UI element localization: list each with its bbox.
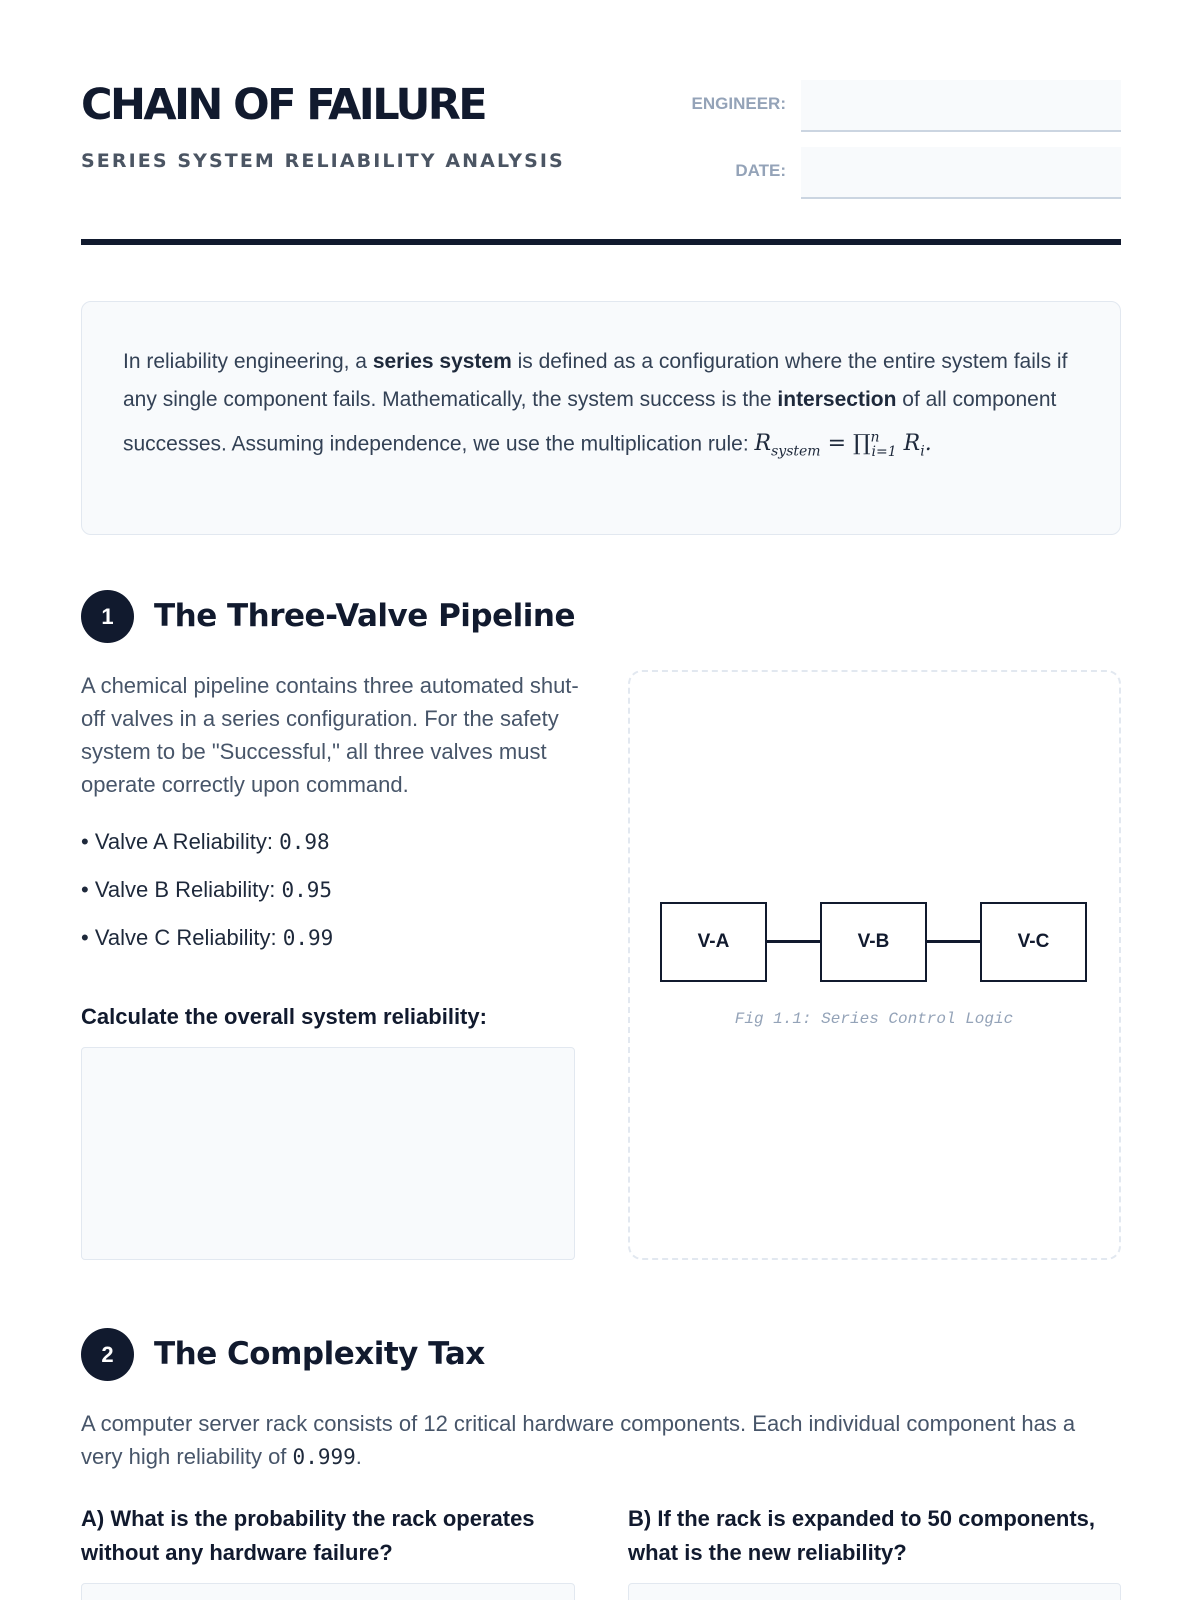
intro-text: In reliability engineering, a	[123, 350, 373, 373]
section-title: The Three-Valve Pipeline	[154, 598, 575, 634]
question-b: B) If the rack is expanded to 50 components, what is the new reliability?	[628, 1506, 1095, 1565]
page-title: CHAIN OF FAILURE	[81, 80, 486, 130]
formula-lhs: R	[754, 431, 772, 457]
intro-box	[81, 301, 1121, 535]
question-b-answer-box[interactable]	[628, 1583, 1121, 1600]
section-2-description	[81, 1407, 1121, 1474]
formula-rhs-sub: i	[920, 443, 925, 460]
valve-label: • Valve C Reliability:	[81, 925, 283, 950]
page-subtitle: SERIES SYSTEM RELIABILITY ANALYSIS	[81, 150, 565, 172]
header-divider	[81, 239, 1121, 245]
question-a-answer-box[interactable]	[81, 1583, 575, 1600]
section-1-question: Calculate the overall system reliability:	[81, 1004, 487, 1029]
connector-line	[767, 940, 821, 943]
valve-block-c: V-C	[980, 902, 1087, 982]
series-diagram-figure	[628, 670, 1121, 1260]
connector-line	[927, 940, 981, 943]
intro-term-series-system: series system	[372, 350, 512, 373]
figure-caption: Fig 1.1: Series Control Logic	[734, 1010, 1014, 1028]
section-number-badge: 1	[81, 590, 134, 643]
intro-text: is defined as a configuration where the entire system fails if any single component fails. Mathematically, the system success is the	[123, 350, 1068, 411]
valve-a-reliability	[81, 829, 330, 855]
date-field[interactable]	[801, 147, 1121, 199]
engineer-field[interactable]	[801, 80, 1121, 132]
valve-b-reliability	[81, 877, 332, 903]
formula-sup: n	[870, 430, 880, 446]
intro-term-intersection: intersection	[777, 388, 897, 411]
section-1-description: A chemical pipeline contains three automated shut-off valves in a series configuration. For the safety system to be "Successful," all three valves must operate correctly upon command.	[81, 673, 579, 797]
description-end: .	[355, 1444, 362, 1469]
valve-value: 0.95	[281, 878, 333, 902]
reliability-formula	[754, 430, 932, 460]
formula-lhs-sub: system	[771, 443, 821, 460]
valve-value: 0.98	[279, 830, 330, 854]
date-label: DATE:	[735, 161, 786, 180]
section-number-badge: 2	[81, 1328, 134, 1381]
valve-block-b: V-B	[820, 902, 927, 982]
engineer-label: ENGINEER:	[691, 94, 786, 113]
question-a: A) What is the probability the rack operates without any hardware failure?	[81, 1506, 535, 1565]
valve-block-a: V-A	[660, 902, 767, 982]
valve-c-reliability	[81, 925, 333, 951]
component-reliability-value: 0.999	[292, 1445, 356, 1469]
valve-label: • Valve B Reliability:	[81, 877, 282, 902]
section-1-answer-box[interactable]	[81, 1047, 575, 1260]
description-text: A computer server rack consists of 12 critical hardware components. Each individual component has a very high reliability of	[81, 1411, 1076, 1469]
formula-rhs: R	[896, 431, 921, 457]
section-title: The Complexity Tax	[154, 1336, 485, 1372]
intro-text: of all component successes. Assuming independence, we use the multiplication rule:	[123, 388, 1057, 456]
formula-product: = ∏	[820, 431, 871, 457]
formula-sub: i=1	[871, 443, 897, 460]
valve-value: 0.99	[282, 926, 334, 950]
valve-label: • Valve A Reliability:	[81, 829, 280, 854]
worksheet-header	[81, 82, 1121, 207]
formula-end: .	[924, 431, 932, 457]
